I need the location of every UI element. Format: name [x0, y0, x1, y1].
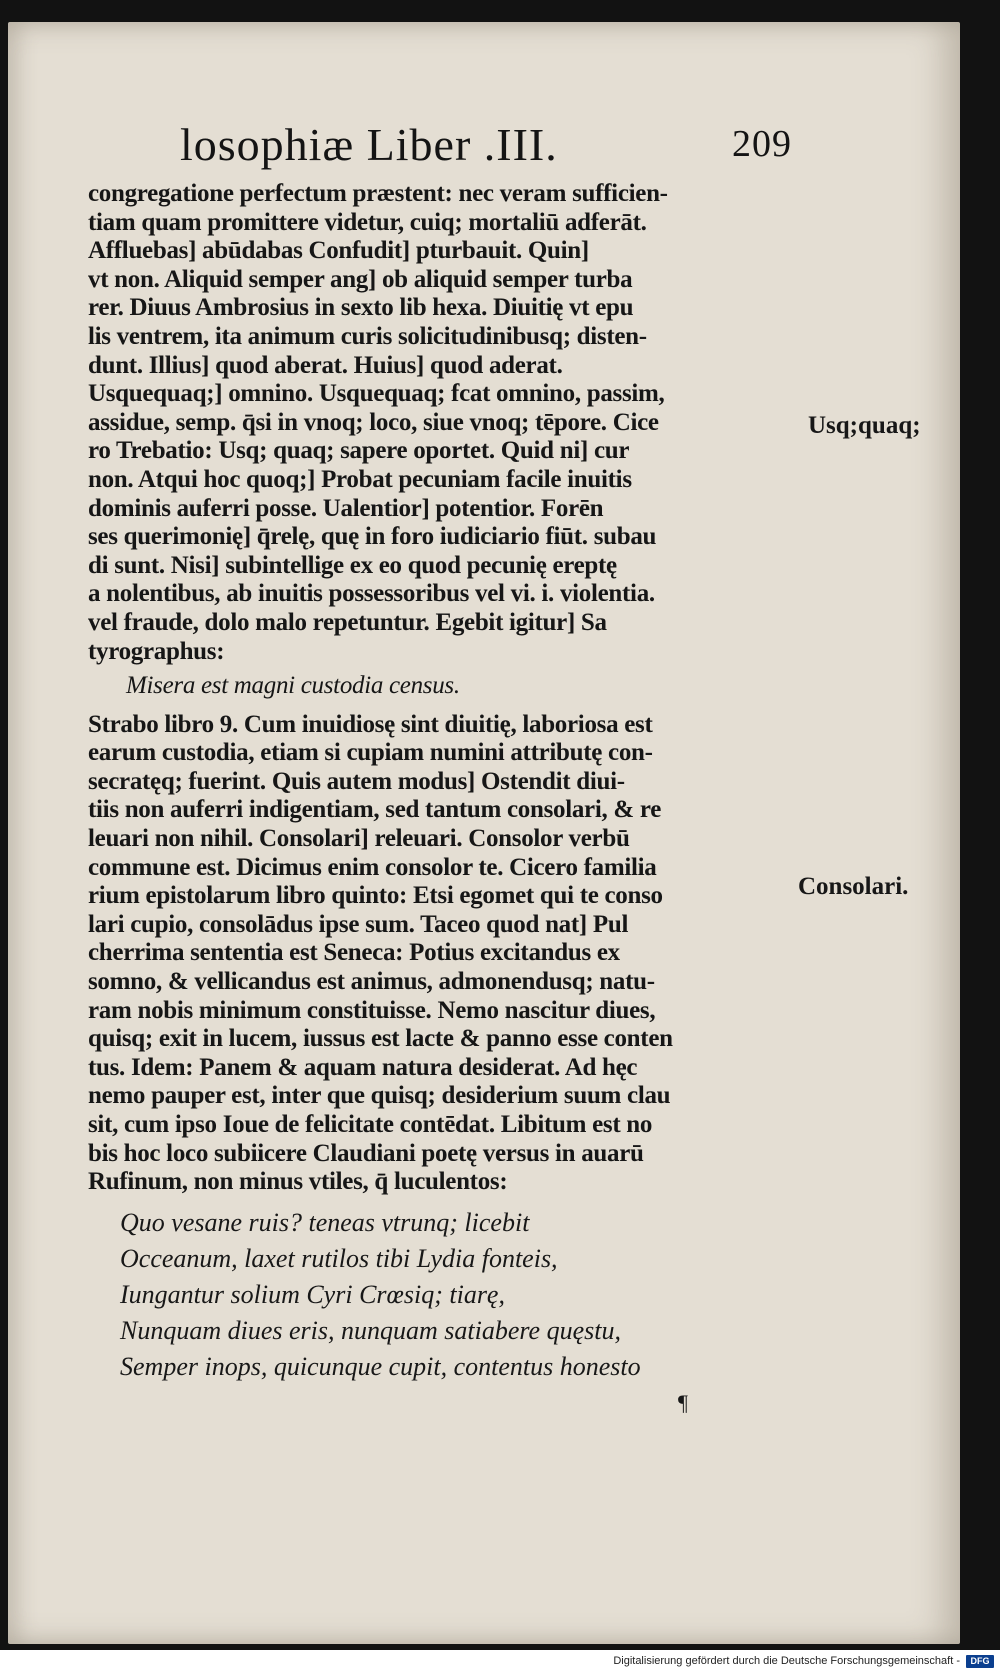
marginal-note-usquequaque: Usq;quaq;: [808, 412, 921, 439]
verse-line: Occeanum, laxet rutilos tibi Lydia fonteis,: [120, 1244, 558, 1273]
marginal-note-consolari: Consolari.: [798, 873, 909, 900]
text-line: quisq; exit in lucem, iussus est lacte & panno esse conten: [88, 1025, 673, 1053]
catchword: ¶: [678, 1390, 688, 1415]
text-line: ram nobis minimum constituisse. Nemo nascitur diues,: [88, 996, 656, 1024]
text-line: lari cupio, consolādus ipse sum. Taceo quod nat] Pul: [88, 910, 629, 938]
text-line: somno, & vellicandus est animus, admonendusq; natu-: [88, 968, 655, 996]
text-line: di sunt. Nisi] subintellige ex eo quod pecunię ereptę: [88, 551, 617, 579]
text-line: tus. Idem: Panem & aquam natura desiderat. Ad hęc: [88, 1053, 638, 1081]
text-line: dominis auferri posse. Ualentior] potentior. Forēn: [88, 494, 604, 522]
page-number: 209: [732, 123, 792, 165]
page-header: [180, 118, 800, 178]
text-line: dunt. Illius] quod aberat. Huius] quod aderat.: [88, 351, 563, 379]
verse-line: Semper inops, quicunque cupit, contentus honesto: [120, 1352, 641, 1381]
text-line: vel fraude, dolo malo repetuntur. Egebit igitur] Sa: [88, 608, 607, 636]
verse-block: [120, 1205, 800, 1385]
text-line: nemo pauper est, inter que quisq; desiderium suum clau: [88, 1082, 671, 1110]
text-line: rer. Diuus Ambrosius in sexto lib hexa. Diuitię vt epu: [88, 294, 634, 322]
text-line: ses querimonię] q̄relę, quę in foro iudiciario fiūt. subau: [88, 523, 657, 551]
verse-line: Nunquam diues eris, nunquam satiabere quęstu,: [120, 1316, 621, 1345]
text-line: Strabo libro 9. Cum inuidiosę sint diuitię, laboriosa est: [88, 710, 653, 738]
main-text-block: [88, 180, 800, 1197]
funding-credit: Digitalisierung gefördert durch die Deutsche Forschungsgemeinschaft -: [613, 1655, 960, 1667]
running-title: losophiæ Liber .III.: [180, 119, 558, 170]
text-line: tiis non auferri indigentiam, sed tantum consolari, & re: [88, 796, 662, 824]
text-line: a nolentibus, ab inuitis possessoribus vel vi. i. violentia.: [88, 580, 655, 608]
text-line: Usquequaq;] omnino. Usquequaq; fcat omnino, passim,: [88, 380, 665, 408]
text-line: non. Atqui hoc quoq;] Probat pecuniam facile inuitis: [88, 465, 632, 493]
text-line: congregatione perfectum præstent: nec veram sufficien-: [88, 180, 668, 207]
text-line: tyrographus:: [88, 637, 225, 665]
verse-line: Quo vesane ruis? teneas vtrunq; licebit: [120, 1208, 530, 1237]
text-line: Affluebas] abūdabas Confudit] pturbauit. Quin]: [88, 237, 589, 265]
text-line: earum custodia, etiam si cupiam numini attributę con-: [88, 739, 653, 767]
verse-line: Iungantur solium Cyri Crœsiq; tiarę,: [120, 1280, 505, 1309]
text-line: assidue, semp. q̄si in vnoq; loco, siue vnoq; tēpore. Cice: [88, 408, 659, 436]
text-line: bis hoc loco subiicere Claudiani poetę versus in auarū: [88, 1139, 644, 1167]
text-line: sit, cum ipso Ioue de felicitate contēdat. Libitum est no: [88, 1111, 653, 1138]
text-line: commune est. Dicimus enim consolor te. Cicero familia: [88, 853, 657, 881]
text-line: rium epistolarum libro quinto: Etsi egomet qui te conso: [88, 882, 663, 910]
digitization-footer: [0, 1650, 1000, 1673]
text-line: tiam quam promittere videtur, cuiq; mortaliū adferāt.: [88, 208, 647, 236]
text-line: secratęq; fuerint. Quis autem modus] Ostendit diui-: [88, 767, 625, 795]
text-line: leuari non nihil. Consolari] releuari. Consolor verbū: [88, 825, 630, 853]
text-line: vt non. Aliquid semper ang] ob aliquid semper turba: [88, 265, 633, 293]
text-line: cherrima sententia est Seneca: Potius excitandus ex: [88, 939, 620, 967]
dfg-logo: DFG: [966, 1655, 994, 1668]
quoted-verse: Misera est magni custodia census.: [126, 672, 460, 700]
text-line: Rufinum, non minus vtiles, q̄ luculentos:: [88, 1168, 508, 1196]
text-line: ro Trebatio: Usq; quaq; sapere oportet. Quid ni] cur: [88, 437, 630, 465]
text-line: lis ventrem, ita animum curis solicitudinibusq; disten-: [88, 322, 647, 350]
